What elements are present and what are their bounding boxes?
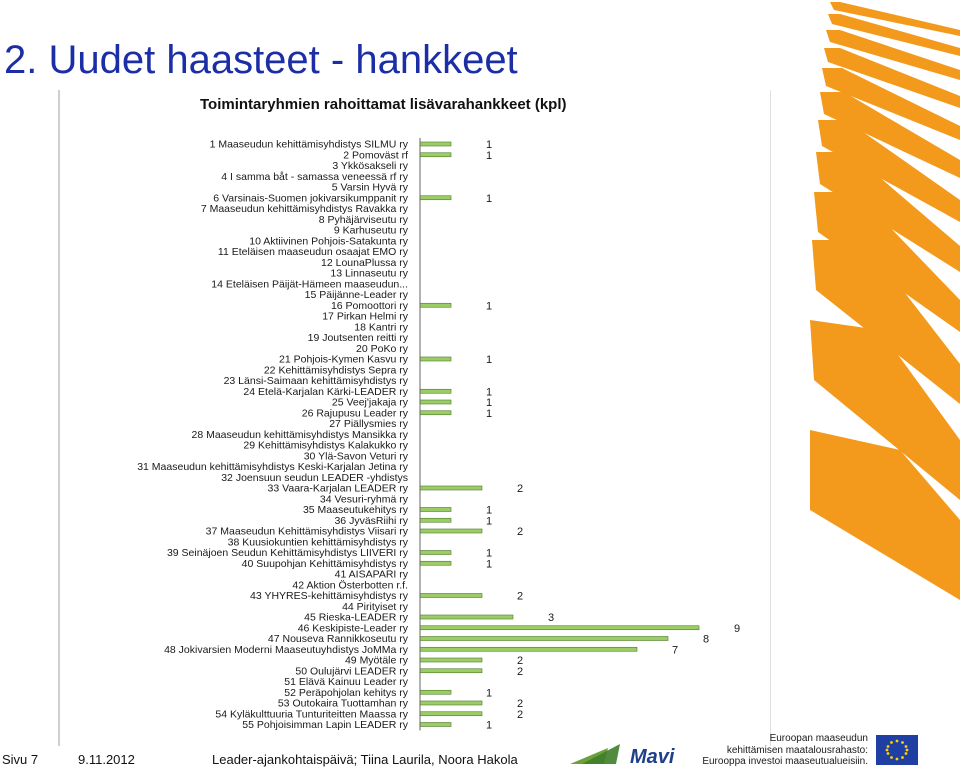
category-label: 8 Pyhäjärviseutu ry [318,213,408,226]
footer-page-number: Sivu 7 [2,752,39,767]
category-label: 43 YHYRES-kehittämisyhdistys ry [250,590,408,602]
bar [420,411,451,415]
bar [420,712,482,716]
chart-frame [58,90,771,746]
bar [420,486,482,490]
bar [420,669,482,673]
value-label: 1 [485,558,493,571]
category-label: 51 Elävä Kainuu Leader ry [284,676,408,688]
orange-stripes-decoration [810,0,960,640]
slide-title: 2. Uudet haasteet - hankkeet [4,38,518,82]
bar [420,508,451,512]
mavi-logo-text: Mavi [630,746,675,768]
bar [420,658,482,662]
value-label: 1 [485,192,493,205]
category-label: 18 Kantri ry [354,321,408,334]
bar [420,615,513,619]
category-label: 37 Maaseudun Kehittämisyhdistys Viisari ry [205,525,408,538]
category-label: 2 Pomoväst rf [343,149,408,162]
category-label: 14 Eteläisen Päijät-Hämeen maaseudun... [211,278,408,291]
category-label: 7 Maaseudun kehittämisyhdistys Ravakka ry [200,203,408,215]
value-label: 1 [485,300,493,313]
bar [420,389,451,393]
value-label: 1 [485,547,493,560]
category-label: 47 Nouseva Rannikkoseutu ry [267,633,408,645]
bar-chart [60,90,770,746]
category-label: 24 Etelä-Karjalan Kärki-LEADER ry [243,385,408,398]
category-label: 10 Aktiivinen Pohjois-Satakunta ry [249,235,408,248]
category-label: 15 Päijänne-Leader ry [304,289,408,301]
category-label: 19 Joutsenten reitti ry [307,332,408,344]
bar [420,626,699,630]
category-label: 27 Piällysmies ry [329,418,408,430]
category-label: 40 Suupohjan Kehittämisyhdistys ry [241,557,408,570]
value-label: 3 [547,612,555,624]
category-label: 50 Oulujärvi LEADER ry [295,665,408,678]
bar [420,303,451,307]
value-label: 1 [485,687,493,700]
category-label: 23 Länsi-Saimaan kehittämisyhdistys ry [223,375,408,387]
value-label: 2 [516,665,524,678]
category-label: 4 I samma båt - samassa veneessä rf ry [221,170,408,183]
category-label: 42 Aktion Österbotten r.f. [292,579,408,592]
value-label: 1 [485,354,493,366]
bar [420,357,451,361]
bar [420,723,451,727]
footer-event: Leader-ajankohtaispäivä; Tiina Laurila, Noora Hakola [212,752,518,767]
category-label: 39 Seinäjoen Seudun Kehittämisyhdistys LIIVERI ry [166,547,408,559]
value-label: 1 [485,386,493,399]
category-label: 45 Rieska-LEADER ry [304,611,408,624]
category-label: 9 Karhuseutu ry [333,224,408,237]
category-label: 53 Outokaira Tuottamhan ry [277,697,408,710]
value-label: 9 [733,622,741,635]
category-label: 17 Pirkan Helmi ry [322,310,408,323]
category-label: 1 Maaseudun kehittämisyhdistys SILMU ry [209,138,408,151]
value-label: 2 [516,590,524,603]
eu-text-line: Euroopan maaseudun [769,733,868,744]
category-label: 34 Vesuri-ryhmä ry [319,493,408,506]
eu-flag-icon [876,735,918,765]
value-label: 8 [702,633,710,646]
bar [420,647,637,651]
chart-title: Toimintaryhmien rahoittamat lisävarahankkeet (kpl) [200,96,567,113]
category-label: 3 Ykkösakseli ry [332,160,408,172]
eu-funding-text [692,733,868,768]
value-label: 1 [485,149,493,162]
category-label: 52 Peräpohjolan kehitys ry [284,686,408,699]
bar [420,561,451,565]
eu-text-line: kehittämisen maatalousrahasto: [726,744,868,756]
category-label: 49 Myötäle ry [344,654,408,667]
bar [420,518,451,522]
category-label: 55 Pohjoisimman Lapin LEADER ry [242,719,408,731]
category-label: 6 Varsinais-Suomen jokivarsikumppanit ry [213,192,408,205]
value-label: 1 [485,397,493,409]
bar [420,400,451,404]
value-label: 2 [516,483,524,495]
bar [420,153,451,157]
bar [420,142,451,146]
category-label: 38 Kuusiokuntien kehittämisyhdistys ry [227,536,408,549]
value-label: 1 [485,719,493,732]
bar [420,690,451,694]
eu-text-line: Eurooppa investoi maaseutualueisiin. [702,756,868,767]
category-label: 35 Maaseutukehitys ry [302,504,408,516]
category-label: 48 Jokivarsien Moderni Maaseutuyhdistys JoMMa ry [164,643,408,656]
category-label: 36 JyväsRiihi ry [334,514,408,527]
category-label: 21 Pohjois-Kymen Kasvu ry [279,353,408,366]
bar [420,701,482,705]
category-label: 11 Eteläisen maaseudun osaajat EMO ry [217,246,408,258]
category-label: 25 Veej'jakaja ry [331,396,408,409]
category-label: 16 Pomoottori ry [330,299,408,312]
bar [420,637,668,641]
value-label: 2 [516,526,524,538]
footer-date: 9.11.2012 [78,752,135,767]
bar [420,594,482,598]
category-label: 32 Joensuun seudun LEADER -yhdistys [221,471,408,484]
value-label: 2 [516,655,524,667]
bar [420,529,482,533]
bar [420,196,451,200]
category-label: 31 Maaseudun kehittämisyhdistys Keski-Karjalan Jetina ry [137,461,408,473]
category-label: 20 PoKo ry [356,342,408,355]
mavi-logo [568,740,688,768]
value-label: 1 [485,407,493,420]
value-label: 1 [485,504,493,517]
value-label: 2 [516,708,524,721]
category-label: 33 Vaara-Karjalan LEADER ry [267,482,408,495]
value-label: 1 [485,139,493,151]
category-label: 13 Linnaseutu ry [330,267,408,280]
category-label: 41 AISAPARI ry [334,568,408,581]
category-label: 22 Kehittämisyhdistys Sepra ry [263,364,408,377]
category-label: 46 Keskipiste-Leader ry [297,622,408,635]
category-label: 26 Rajupusu Leader ry [301,407,408,420]
category-label: 30 Ylä-Savon Veturi ry [303,450,408,463]
category-label: 5 Varsin Hyvä ry [331,181,408,194]
category-label: 54 Kyläkulttuuria Tunturiteitten Maassa ry [215,708,408,721]
value-label: 2 [516,698,524,710]
category-label: 44 Pirityiset ry [342,600,408,613]
category-label: 28 Maaseudun kehittämisyhdistys Mansikka ry [191,428,408,441]
value-label: 1 [485,515,493,528]
value-label: 7 [671,644,679,657]
category-label: 12 LounaPlussa ry [321,256,408,269]
category-label: 29 Kehittämisyhdistys Kalakukko ry [243,439,408,452]
bar [420,551,451,555]
